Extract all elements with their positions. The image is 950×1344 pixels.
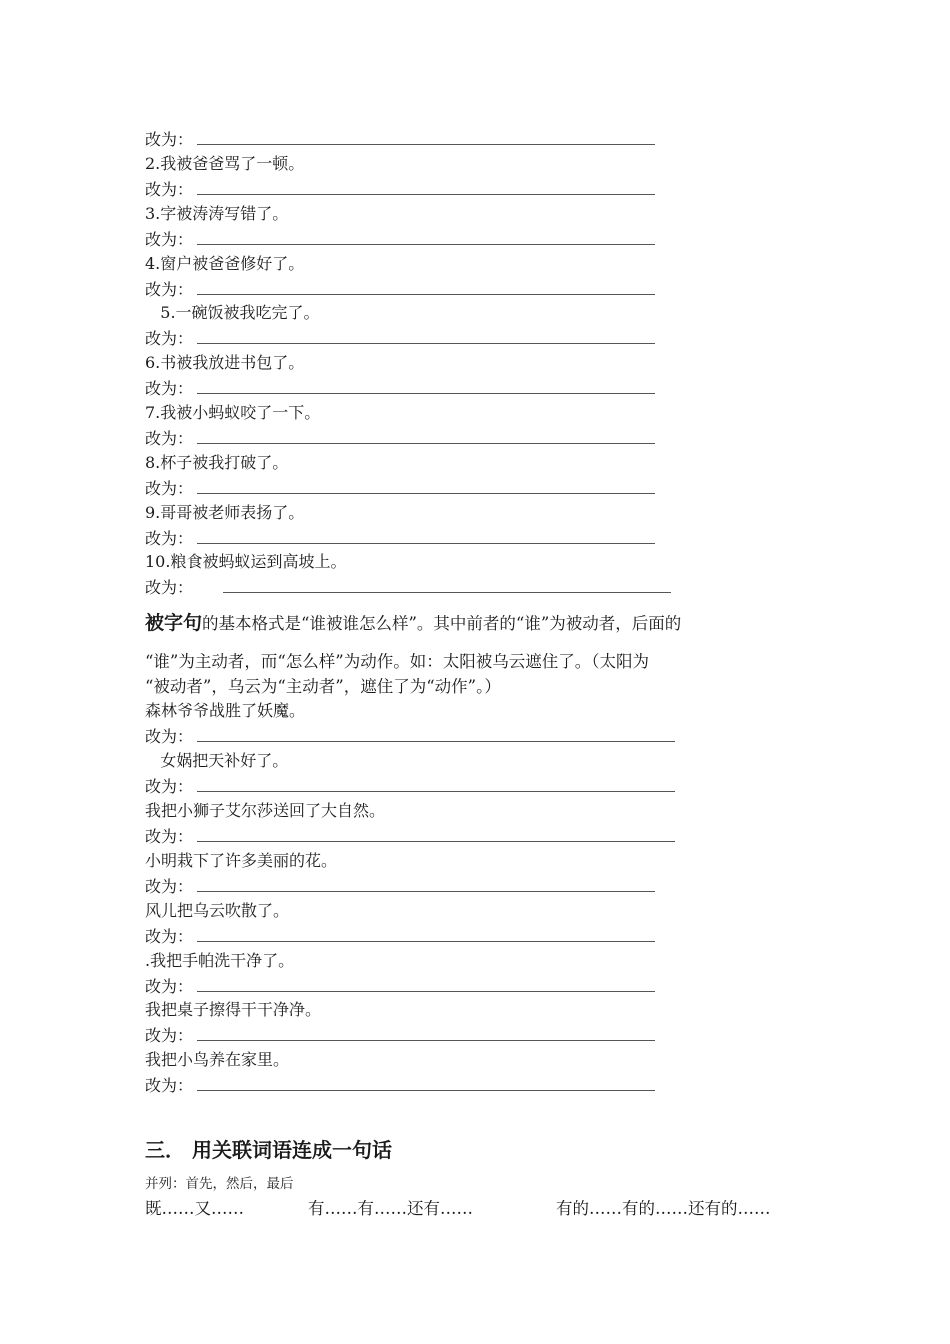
rewrite-label: 改为：	[145, 827, 194, 846]
answer-blank[interactable]	[197, 377, 655, 394]
exercise-sentence: 我把桌子擦得干干净净。	[145, 1000, 322, 1019]
rewrite-label: 改为：	[145, 727, 194, 746]
connective-phrase: 既……又……	[145, 1199, 244, 1218]
exercise-sentence: 2.我被爸爸骂了一顿。	[145, 154, 305, 173]
exercise-sentence: 8.杯子被我打破了。	[145, 453, 289, 472]
rewrite-row	[145, 775, 675, 798]
grammar-note	[145, 611, 815, 636]
answer-blank[interactable]	[197, 975, 655, 992]
rewrite-row	[145, 477, 655, 500]
grammar-note-line: “谁”为主动者，而“怎么样”为动作。如：太阳被乌云遮住了。（太阳为	[145, 652, 649, 671]
exercise-sentence: 我把小鸟养在家里。	[145, 1050, 290, 1069]
rewrite-label: 改为：	[145, 578, 194, 597]
rewrite-label: 改为：	[145, 1076, 194, 1095]
connective-phrase: 有……有……还有……	[308, 1199, 473, 1218]
note-text: 的基本格式是“谁被谁怎么样”。其中前者的“谁”为被动者，后面的	[202, 614, 682, 633]
exercise-sentence: 风儿把乌云吹散了。	[145, 901, 290, 920]
rewrite-label: 改为：	[145, 230, 194, 249]
rewrite-row	[145, 825, 675, 848]
rewrite-label: 改为：	[145, 877, 194, 896]
rewrite-label: 改为：	[145, 1026, 194, 1045]
exercise-sentence: 4.窗户被爸爸修好了。	[145, 254, 305, 273]
rewrite-row	[145, 527, 655, 550]
connective-phrase: 有的……有的……还有的……	[556, 1199, 771, 1218]
rewrite-row	[145, 925, 655, 948]
rewrite-label: 改为：	[145, 280, 194, 299]
rewrite-row	[145, 427, 655, 450]
rewrite-row	[145, 1074, 655, 1097]
rewrite-row	[145, 1024, 655, 1047]
answer-blank[interactable]	[197, 128, 655, 145]
rewrite-label: 改为：	[145, 529, 194, 548]
rewrite-label: 改为：	[145, 479, 194, 498]
rewrite-label: 改为：	[145, 180, 194, 199]
rewrite-label: 改为：	[145, 130, 194, 149]
exercise-sentence: 6.书被我放进书包了。	[145, 353, 305, 372]
exercise-sentence: 女娲把天补好了。	[145, 751, 289, 770]
rewrite-row	[145, 228, 655, 251]
answer-blank[interactable]	[197, 477, 655, 494]
rewrite-label: 改为：	[145, 977, 194, 996]
answer-blank[interactable]	[197, 725, 675, 742]
rewrite-row	[145, 975, 655, 998]
answer-blank[interactable]	[197, 228, 655, 245]
rewrite-row	[145, 178, 655, 201]
section-subtitle: 并列：首先，然后，最后	[145, 1176, 294, 1192]
section-heading: 三． 用关联词语连成一句话	[145, 1138, 392, 1162]
rewrite-label: 改为：	[145, 927, 194, 946]
answer-blank[interactable]	[197, 178, 655, 195]
rewrite-row	[145, 327, 655, 350]
answer-blank[interactable]	[197, 278, 655, 295]
exercise-sentence: 3.字被涛涛写错了。	[145, 204, 289, 223]
answer-blank[interactable]	[197, 427, 655, 444]
answer-blank[interactable]	[197, 527, 655, 544]
exercise-sentence: 我把小狮子艾尔莎送回了大自然。	[145, 801, 386, 820]
rewrite-label: 改为：	[145, 777, 194, 796]
rewrite-row	[145, 278, 655, 301]
answer-blank[interactable]	[197, 875, 655, 892]
answer-blank[interactable]	[197, 1074, 655, 1091]
grammar-note-line: “被动者”，乌云为“主动者”，遮住了为“动作”。）	[145, 677, 501, 696]
rewrite-row	[145, 725, 675, 748]
exercise-sentence: 5.一碗饭被我吃完了。	[145, 303, 320, 322]
exercise-sentence: 7.我被小蚂蚁咬了一下。	[145, 403, 321, 422]
exercise-sentence: 9.哥哥被老师表扬了。	[145, 503, 305, 522]
rewrite-row	[145, 377, 655, 400]
exercise-sentence: 森林爷爷战胜了妖魔。	[145, 701, 306, 720]
rewrite-row	[145, 128, 655, 151]
exercise-sentence: 10.粮食被蚂蚁运到高坡上。	[145, 552, 347, 571]
rewrite-label: 改为：	[145, 329, 194, 348]
answer-blank[interactable]	[197, 825, 675, 842]
answer-blank[interactable]	[197, 1024, 655, 1041]
answer-blank[interactable]	[197, 327, 655, 344]
rewrite-label: 改为：	[145, 379, 194, 398]
answer-blank[interactable]	[197, 775, 675, 792]
rewrite-label: 改为：	[145, 429, 194, 448]
answer-blank[interactable]	[223, 576, 671, 593]
answer-blank[interactable]	[197, 925, 655, 942]
exercise-sentence: .我把手帕洗干净了。	[145, 951, 295, 970]
rewrite-row	[145, 576, 671, 599]
exercise-sentence: 小明栽下了许多美丽的花。	[145, 851, 338, 870]
rewrite-row	[145, 875, 655, 898]
note-highlight: 被字句	[145, 612, 203, 634]
